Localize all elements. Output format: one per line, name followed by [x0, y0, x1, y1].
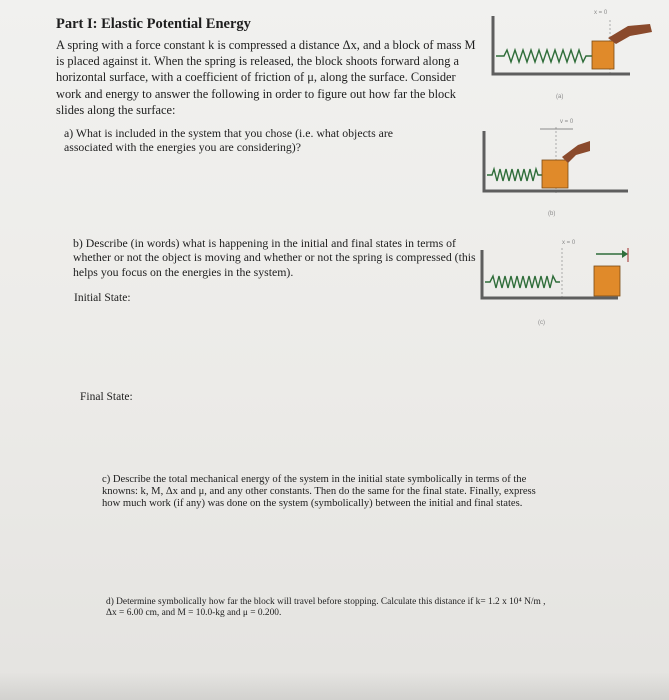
spring-diagram-a: [480, 8, 660, 108]
problem-intro: A spring with a force constant k is compressed a distance Δx, and a block of mass M is placed against it. When the spring is released, the block shoots forward along a horizontal surface, with a coefficient of friction of μ, along the surface. Consider work and energy to answer the following in order to figure out how far the block slides along the surface:: [56, 38, 476, 117]
panel-b-marker: v = 0: [560, 119, 574, 125]
initial-state-label: Initial State:: [74, 292, 131, 304]
question-c: c) Describe the total mechanical energy of the system in the initial state symbolically in terms of the knowns: k, M, Δx and μ, and any other constants. Then do the same for the final state. Finally, express how much work (if any) was done on the system (symbolically) between the initial and final states.: [102, 474, 536, 510]
part-title: Part I: Elastic Potential Energy: [56, 16, 251, 32]
page-shadow: [0, 672, 669, 700]
figure-panel-a: [480, 8, 660, 108]
panel-b-caption: (b): [548, 211, 556, 217]
panel-a-marker: x = 0: [594, 10, 608, 16]
block: [594, 266, 620, 296]
spring-diagram-c: [478, 236, 660, 336]
hand: [562, 141, 590, 163]
block: [592, 41, 614, 69]
panel-c-caption: (c): [538, 320, 545, 326]
question-d: d) Determine symbolically how far the block will travel before stopping. Calculate this distance if k= 1.2 x 10⁴ N/m , Δx = 6.00 cm, and M = 10.0-kg and μ = 0.200.: [106, 597, 546, 618]
figure-panel-b: [478, 117, 660, 227]
final-state-label: Final State:: [80, 391, 133, 403]
question-a: a) What is included in the system that you chose (i.e. what objects are associated with the energies you are considering)?: [64, 126, 394, 155]
spring-diagram-b: [478, 117, 660, 227]
hand: [608, 24, 652, 44]
velocity-arrowhead: [622, 250, 628, 258]
question-b: b) Describe (in words) what is happening in the initial and final states in terms of whether or not the object is moving and whether or not the spring is compressed (this helps you focus on the energies in the system).: [73, 236, 476, 279]
block: [542, 160, 568, 188]
figure-panel-c: [478, 236, 660, 336]
panel-a-caption: (a): [556, 94, 564, 100]
panel-c-marker: x = 0: [562, 240, 576, 246]
spring: [496, 50, 592, 62]
spring: [485, 276, 560, 288]
spring: [487, 169, 542, 181]
